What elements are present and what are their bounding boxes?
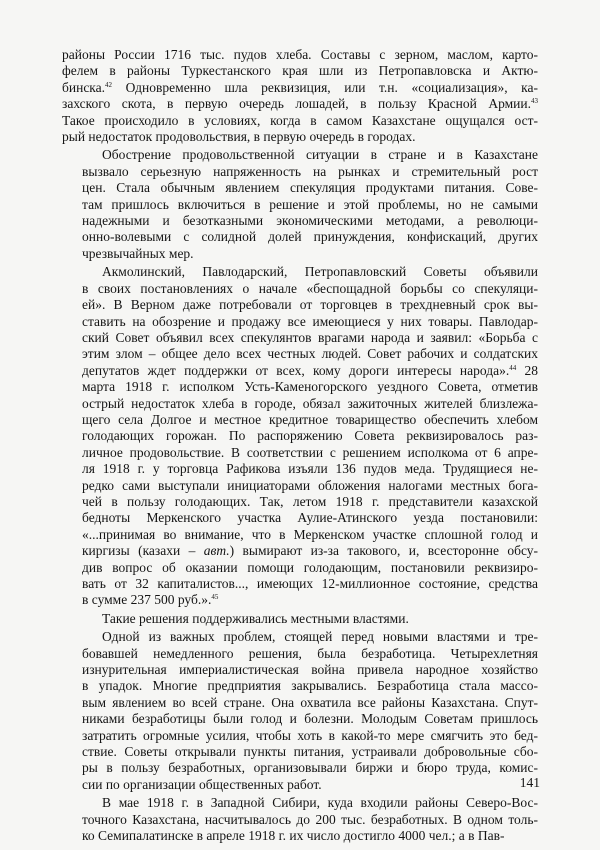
text-line: этим злом – общее дело всех честных людей. Совет рабочих и солдатских [82, 346, 538, 362]
text-line: вать от 32 капиталистов..., имеющих 12-миллионное состояние, средства [82, 576, 538, 591]
text-line: голодающих горожан. По распоряжению Совета реквизировалось раз- [82, 428, 538, 444]
text-line: цен. Стала обычным явлением спекуляция продуктами питания. Сове- [82, 180, 538, 196]
text-line: сии по организации общественных работ. [82, 776, 322, 792]
text-line: районы России 1716 тыс. пудов хлеба. Составы с зерном, маслом, карто- [62, 47, 538, 62]
text-line: точного Казахстана, насчитывалось до 200 тыс. безработных. В одном толь- [82, 811, 538, 827]
text-line: Одной из важных проблем, стоящей перед новыми властями и тре- [102, 629, 538, 645]
text-line: Такие решения поддерживались местными властями. [102, 610, 409, 626]
text-line: редко сами выступали инициаторами обложения налогами местных бога- [82, 477, 538, 493]
text-line: чей в пользу голодающих. Так, летом 1918 г. представители казахской [82, 493, 538, 509]
paragraph [62, 629, 538, 793]
text-line: марта 1918 г. исполком Усть-Каменогорского уездного Совета, отметив [82, 379, 538, 395]
text-line: в своих постановлениях о начале «беспощадной борьбы со спекуляци- [82, 280, 538, 296]
text-line: там пришлось включиться в решение и этой проблемы, но не самыми [82, 196, 538, 212]
text-line: бедноты Меркенского участка Аулие-Атинского уезда постановили: [82, 510, 538, 526]
text-line: бовавшей немедленного решения, была безработица. Четырехлетняя [82, 645, 538, 661]
text-line: Акмолинский, Павлодарский, Петропавловский Советы объявили [102, 264, 538, 280]
text-line: в сумме 237 500 руб.».$^{45}$ [82, 592, 219, 608]
text-line: затратить огромные усилия, чтобы хоть в какой-то мере смягчить это бед- [82, 727, 538, 743]
text-line: Обострение продовольственной ситуации в стране и в Казахстане [102, 147, 538, 163]
text-line: вызвало серьезную напряженность на рынках и стремительный рост [82, 163, 538, 179]
text-line: захского скота, в первую очередь лошадей, в пользу Красной Армии.$^{43}$ [62, 96, 538, 112]
text-line: надежными и безотказными экономическими методами, а революци- [82, 213, 538, 229]
text-line: депутатов ждет поддержки от всех, кому дороги интересы народа».$^{44}$ 28 [82, 362, 538, 378]
text-line: рый недостаток продовольствия, в первую очередь в городах. [62, 129, 416, 145]
text-line: В мае 1918 г. в Западной Сибири, куда входили районы Северо-Вос- [102, 795, 538, 811]
text-line: ры в пользу безработных, организовывали биржи и бюро труда, комис- [82, 760, 538, 776]
paragraph [62, 147, 538, 262]
text-line: вым явлением во всей стране. Она охватила все районы Казахстана. Спут- [82, 694, 538, 710]
text-line: онно-волевыми с солидной долей принуждения, конфискаций, других [82, 229, 538, 245]
text-line: ей». В Верном даже потребовали от торговцев в трехдневный срок вы- [82, 297, 538, 313]
footnote-ref: 43 [531, 97, 538, 106]
footnote-ref: 44 [509, 363, 517, 372]
text-line: ствие. Советы открывали пункты питания, устраивали добровольные сбо- [82, 744, 538, 760]
paragraph [62, 47, 538, 145]
text-line: личное продовольствие. В соответствии с решением исполкома от 6 апре- [82, 444, 538, 460]
text-line: чрезвычайных мер. [82, 245, 194, 261]
body-text [62, 47, 538, 847]
text-line: «...принимая во внимание, что в Меркенском участке сплошной голод и [82, 526, 538, 542]
text-line: Такое происходило в условиях, когда в самом Казахстане ощущался ост- [62, 112, 538, 128]
text-line: див вопрос об оказании помощи голодающим, постановили реквизиро- [82, 559, 538, 575]
text-line: в упадок. Многие предприятия закрывались. Безработица стала массо- [82, 678, 538, 694]
text-line: щего села Долгое и местное кредитное товарищество обеспечить хлебом [82, 411, 538, 427]
text-line: ский Совет объявил всех спекулянтов врагами народа и заявил: «Борьба с [82, 329, 538, 345]
text-line: фелем в районы Туркестанского края шли из Петропавловска и Актю- [62, 63, 538, 79]
paragraph [62, 264, 538, 609]
paragraph [62, 611, 538, 627]
text-line: никами безработицы были голод и болезни. Молодым Советам пришлось [82, 711, 538, 727]
italic-text: авт. [203, 543, 230, 559]
text-line: изнурительная империалистическая война привела народное хозяйство [82, 662, 538, 678]
text-line: острый недостаток хлеба в городе, обязал зажиточных жителей близлежа- [82, 395, 538, 411]
text-line: ставить на обозрение и продажу все имеющиеся у них товары. Павлодар- [82, 313, 538, 329]
text-line: киргизы (казахи – авт.) вымирают из-за такового, и, всесторонне обсу- [82, 543, 538, 559]
text-line: ко Семипалатинске в апреле 1918 г. их число достигло 4000 чел.; а в Пав- [82, 828, 505, 844]
footnote-ref: 45 [211, 593, 219, 602]
page-number: 141 [519, 775, 540, 790]
footnote-ref: 42 [105, 80, 113, 89]
text-line: ля 1918 г. у торговца Рафикова изъяли 136 пудов меда. Трудящиеся не- [82, 461, 538, 477]
text-line: бинска.$^{42}$ Одновременно шла реквизиция, или т.н. «социализация», ка- [62, 79, 538, 95]
paragraph [62, 795, 538, 844]
